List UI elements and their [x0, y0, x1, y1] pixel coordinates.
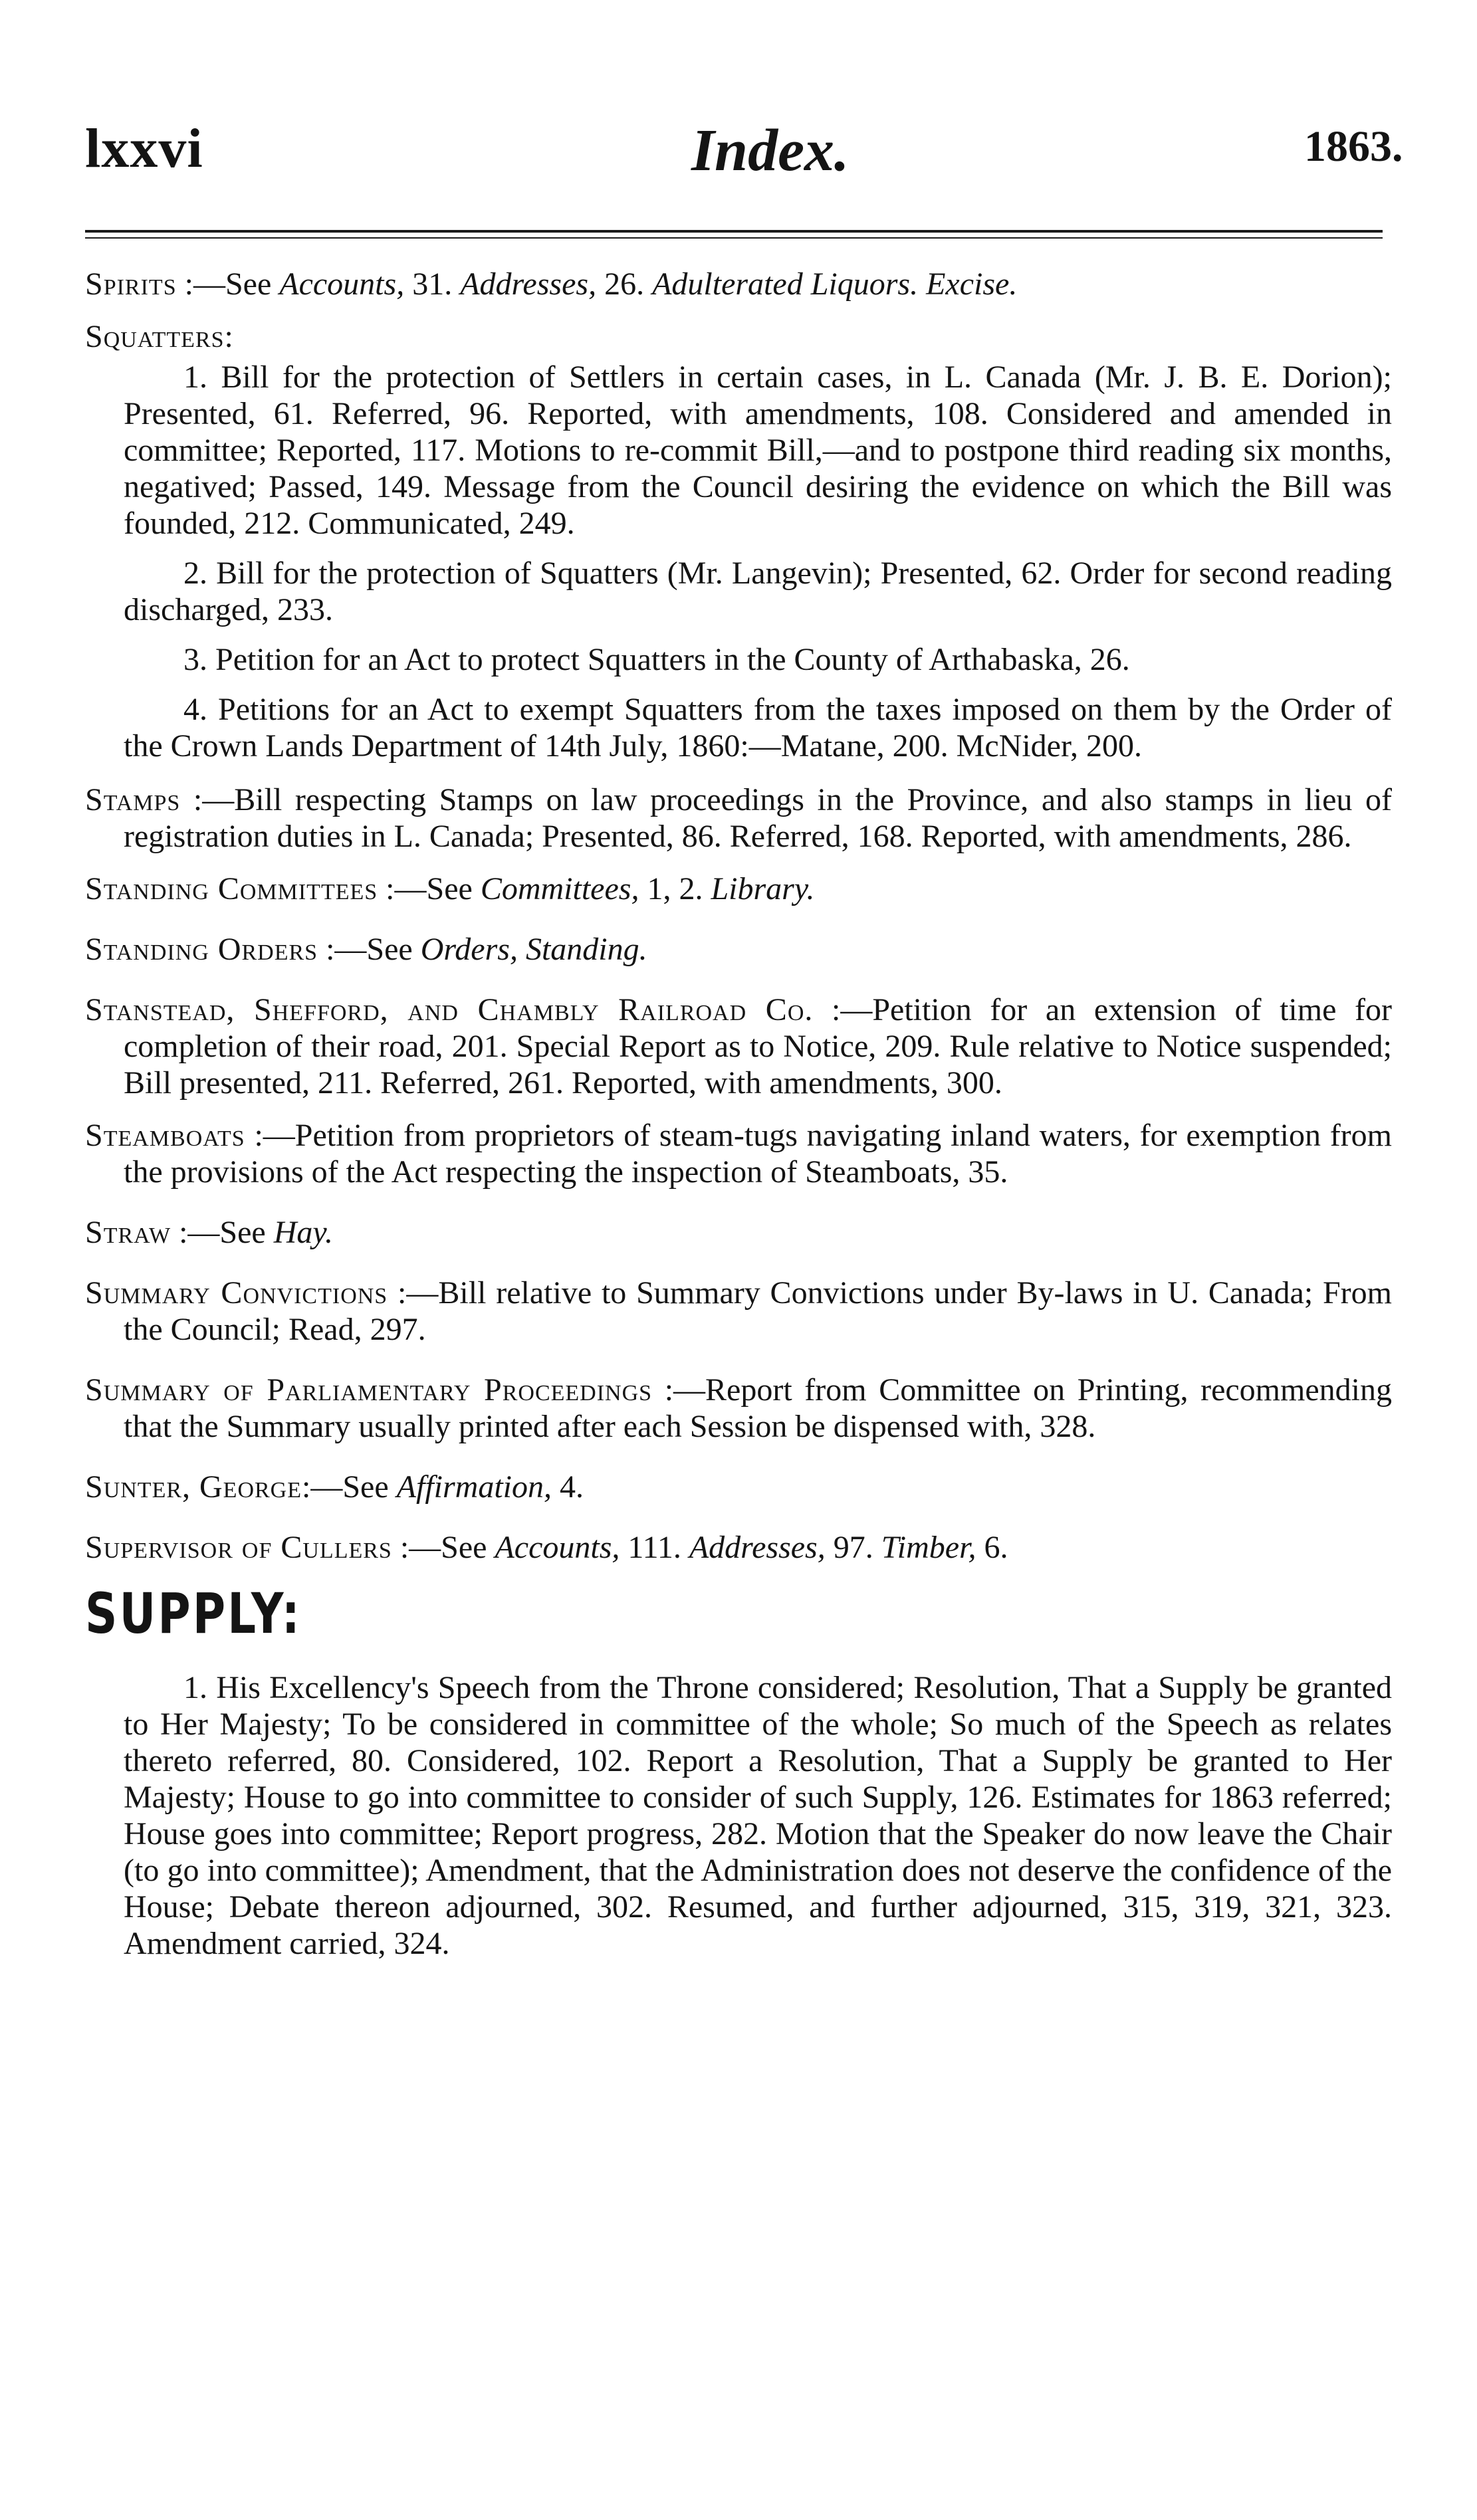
cross-reference: Adulterated Liquors.	[652, 266, 919, 302]
entry-heading: Supervisor of Cullers	[85, 1530, 392, 1565]
see-label: :—See	[176, 266, 280, 302]
index-entry-spirits	[85, 266, 1392, 302]
spacer-text	[918, 266, 926, 302]
cross-reference: Addresses,	[689, 1530, 826, 1565]
entry-heading: Squatters:	[85, 319, 234, 354]
see-label: :—See	[392, 1530, 495, 1565]
index-entry-stanstead-railroad	[85, 992, 1392, 1101]
sub-entry: 4. Petitions for an Act to exempt Squatters from the taxes imposed on them by the Order of the Crown Lands Department of 14th July, 1860:—Matane, 200. McNider, 200.	[124, 692, 1392, 764]
entry-heading: Summary of Parliamentary Proceedings	[85, 1372, 653, 1408]
index-entry-straw	[85, 1214, 1392, 1251]
index-entry-summary-parliamentary	[85, 1372, 1392, 1445]
sub-entry: 1. His Excellency's Speech from the Throne considered; Resolution, That a Supply be granted to Her Majesty; To be considered in committee of the whole; So much of the Speech as relates thereto referred, 80. Considered, 102. Report a Resolution, That a Supply be granted to Her Majesty; House to go into committee to consider of such Supply, 126. Estimates for 1863 referred; House goes into committee; Report progress, 282. Motion that the Speaker do now leave the Chair (to go into committee); Amendment, that the Administration does not deserve the confidence of the House; Debate thereon adjourned, 302. Resumed, and further adjourned, 315, 319, 321, 323. Amendment carried, 324.	[124, 1670, 1392, 1961]
index-entry-sunter	[85, 1469, 1392, 1505]
cross-reference: Committees,	[480, 871, 639, 906]
entry-heading: Straw	[85, 1215, 171, 1250]
page-number: lxxvi	[85, 118, 203, 179]
entry-text: :—Bill relative to Summary Convictions under By-laws in U. Canada; From the Council; Read, 297.	[124, 1275, 1393, 1347]
see-label: :—See	[318, 932, 421, 967]
cross-reference: Accounts,	[279, 266, 405, 302]
entry-heading: Standing Committees	[85, 871, 378, 906]
index-entry-steamboats	[85, 1117, 1392, 1190]
year-label: 1863.	[1304, 122, 1403, 171]
entry-heading: Summary Convictions	[85, 1275, 388, 1311]
cross-reference: Hay.	[273, 1215, 334, 1250]
page-ref: 26.	[596, 266, 653, 302]
see-label: :—See	[378, 871, 481, 906]
index-entry-standing-orders	[85, 931, 1392, 968]
index-body	[85, 266, 1392, 1975]
entry-text: :—Petition for an extension of time for completion of their road, 201. Special Report as to Notice, 209. Rule relative to Notice suspended; Bill presented, 211. Referred, 261. Reported, with amendments, 300.	[124, 992, 1392, 1101]
page-ref: 31.	[404, 266, 461, 302]
page-ref: 6.	[976, 1530, 1008, 1565]
see-label: :—See	[302, 1469, 397, 1505]
entry-text: :—Petition from proprietors of steam-tugs navigating inland waters, for exemption from the provisions of the Act respecting the inspection of Steamboats, 35.	[124, 1118, 1392, 1190]
index-entry-standing-committees	[85, 871, 1392, 907]
page-ref: 4.	[552, 1469, 584, 1505]
cross-reference: Addresses,	[460, 266, 597, 302]
running-head	[0, 116, 1477, 189]
page-ref: 1, 2.	[639, 871, 711, 906]
cross-reference: Library.	[711, 871, 815, 906]
header-rule-thin	[85, 237, 1383, 239]
cross-reference: Affirmation,	[396, 1469, 552, 1505]
entry-heading: Stamps	[85, 782, 181, 817]
index-entry-summary-convictions	[85, 1275, 1392, 1348]
cross-reference: Orders, Standing.	[420, 932, 647, 967]
page-ref: 97.	[825, 1530, 881, 1565]
entry-heading: Spirits	[85, 266, 177, 302]
see-label: :—See	[171, 1215, 274, 1250]
entry-heading: Stanstead, Shefford, and Chambly Railroad Co.	[85, 992, 814, 1027]
entry-text: :—Bill respecting Stamps on law proceedings in the Province, and also stamps in lieu of registration duties in L. Canada; Presented, 86. Referred, 168. Reported, with amendments, 286.	[124, 782, 1392, 854]
index-entry-supervisor-cullers	[85, 1529, 1392, 1566]
page-ref: 111.	[620, 1530, 689, 1565]
cross-reference: Timber,	[881, 1530, 976, 1565]
header-rule-thick	[85, 230, 1383, 233]
entry-heading: Steamboats	[85, 1118, 245, 1153]
sub-entry: 1. Bill for the protection of Settlers in certain cases, in L. Canada (Mr. J. B. E. Dorion); Presented, 61. Referred, 96. Reported, with amendments, 108. Considered and amended in committee; Reported, 117. Motions to re-commit Bill,—and to postpone third reading six months, negatived; Passed, 149. Message from the Council desiring the evidence on which the Bill was founded, 212. Communicated, 249.	[124, 360, 1392, 541]
cross-reference: Accounts,	[495, 1530, 620, 1565]
index-entry-squatters	[85, 318, 1392, 355]
section-heading-supply: SUPPLY:	[85, 1581, 302, 1646]
sub-entry: 3. Petition for an Act to protect Squatters in the County of Arthabaska, 26.	[183, 642, 1130, 677]
entry-text: :—Report from Committee on Printing, recommending that the Summary usually printed after each Session be dispensed with, 328.	[124, 1372, 1392, 1444]
sub-entry: 2. Bill for the protection of Squatters (Mr. Langevin); Presented, 62. Order for second reading discharged, 233.	[124, 556, 1392, 627]
entry-heading: Standing Orders	[85, 932, 318, 967]
page-title: Index.	[691, 118, 850, 183]
cross-reference: Excise.	[926, 266, 1018, 302]
index-entry-stamps	[85, 782, 1392, 855]
entry-heading: Sunter, George	[85, 1469, 302, 1505]
